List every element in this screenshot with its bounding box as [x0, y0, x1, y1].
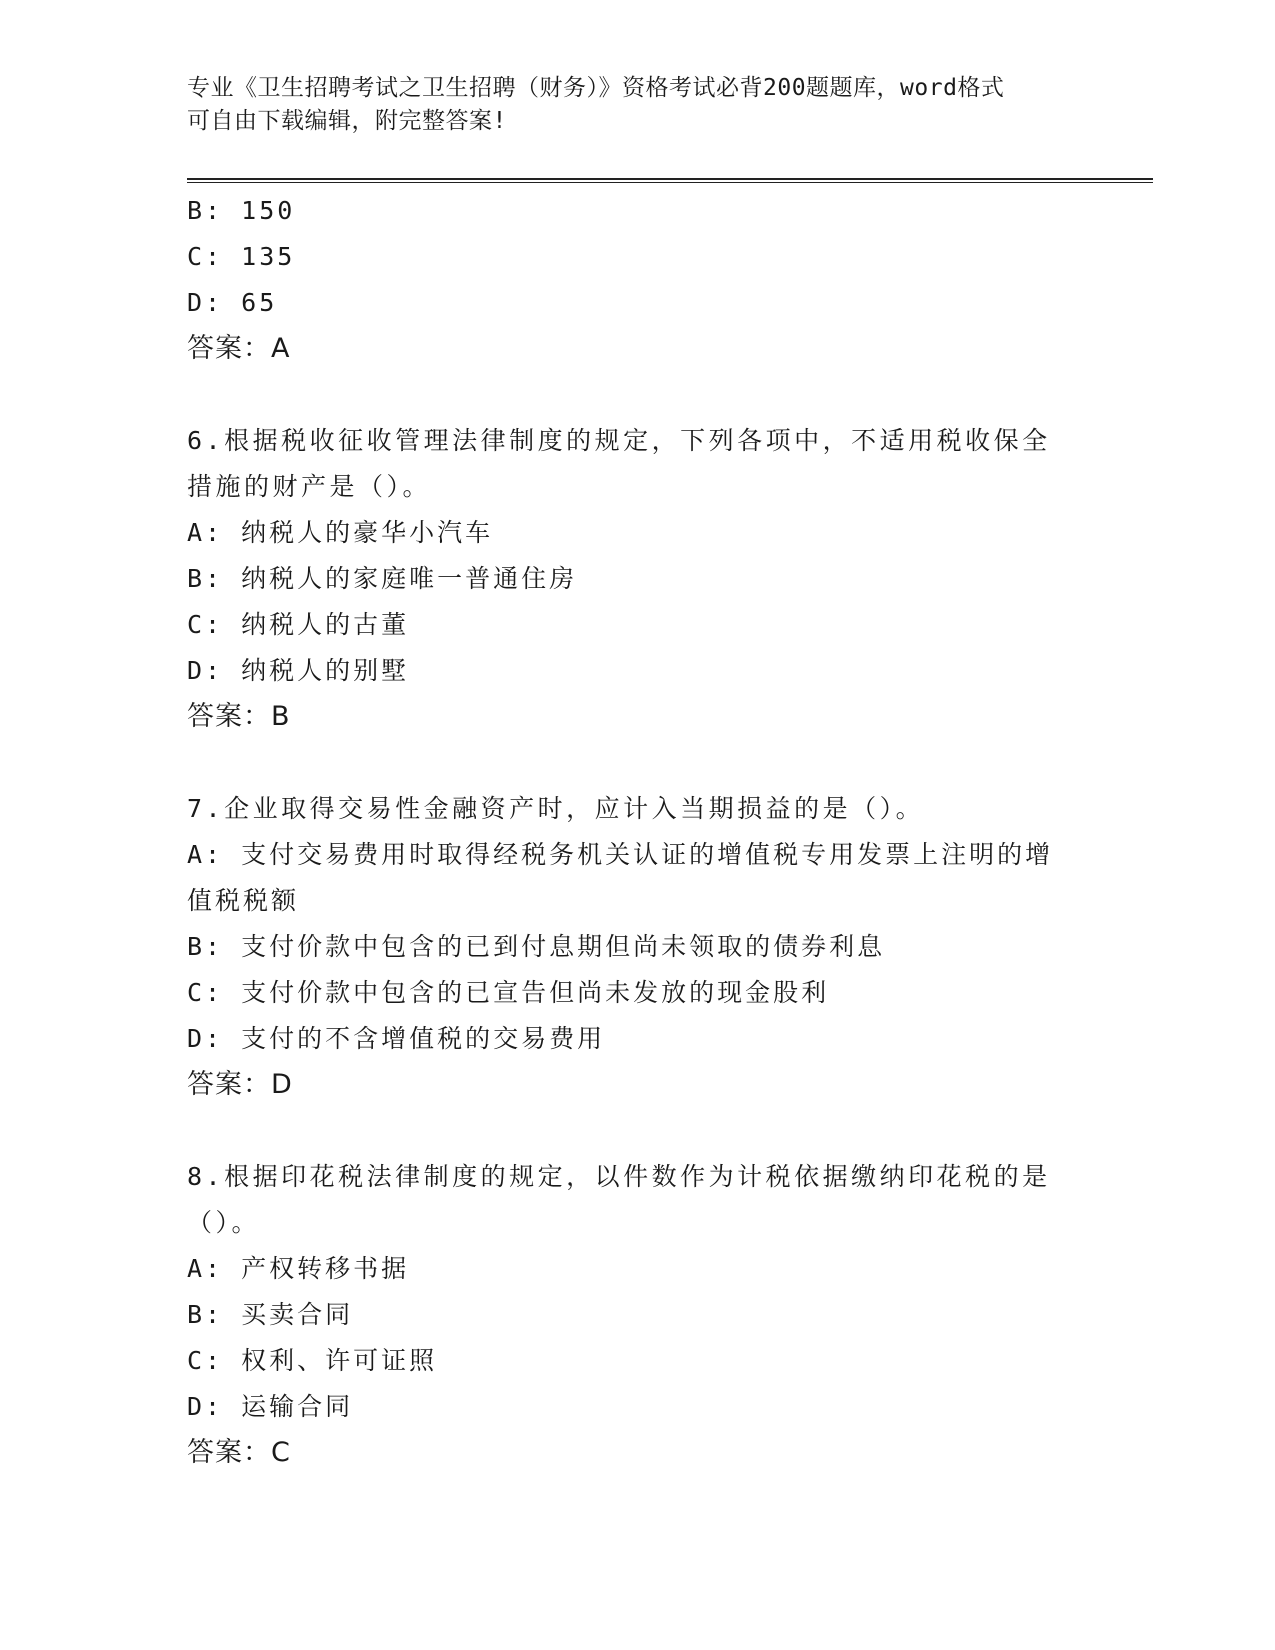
option-a-continued: 值税税额 — [187, 886, 300, 915]
answer-line: 答案：A — [187, 333, 291, 364]
option-d: D: 纳税人的别墅 — [187, 656, 410, 685]
question-block-6 — [187, 418, 1087, 740]
header-divider — [187, 178, 1153, 183]
answer-line: 答案：D — [187, 1069, 293, 1100]
option-c: C: 纳税人的古董 — [187, 610, 410, 639]
option-b: B: 支付价款中包含的已到付息期但尚未领取的债券利息 — [187, 932, 886, 961]
question-block-7 — [187, 786, 1087, 1108]
option-c: C: 135 — [187, 242, 296, 271]
question-list — [187, 188, 1087, 1476]
option-c: C: 支付价款中包含的已宣告但尚未发放的现金股利 — [187, 978, 830, 1007]
option-b: B: 150 — [187, 196, 296, 225]
question-text: 措施的财产是（）。 — [187, 472, 432, 501]
question-block-8 — [187, 1154, 1087, 1476]
option-c: C: 权利、许可证照 — [187, 1346, 438, 1375]
question-text: 8.根据印花税法律制度的规定，以件数作为计税依据缴纳印花税的是 — [187, 1162, 1051, 1191]
header-line-2: 可自由下载编辑，附完整答案! — [187, 108, 507, 134]
option-d: D: 支付的不含增值税的交易费用 — [187, 1024, 606, 1053]
document-header — [187, 72, 1067, 138]
option-d: D: 运输合同 — [187, 1392, 354, 1421]
question-text: 7.企业取得交易性金融资产时，应计入当期损益的是（）。 — [187, 794, 925, 823]
option-a: A: 支付交易费用时取得经税务机关认证的增值税专用发票上注明的增 — [187, 840, 1054, 869]
answer-line: 答案：B — [187, 701, 291, 732]
option-a: A: 纳税人的豪华小汽车 — [187, 518, 494, 547]
question-text: 6.根据税收征收管理法律制度的规定，下列各项中，不适用税收保全 — [187, 426, 1051, 455]
question-text: （）。 — [187, 1208, 261, 1237]
option-d: D: 65 — [187, 288, 278, 317]
question-block-5 — [187, 188, 1087, 372]
option-a: A: 产权转移书据 — [187, 1254, 410, 1283]
answer-line: 答案：C — [187, 1437, 291, 1468]
option-b: B: 买卖合同 — [187, 1300, 354, 1329]
option-b: B: 纳税人的家庭唯一普通住房 — [187, 564, 578, 593]
header-line-1: 专业《卫生招聘考试之卫生招聘（财务）》资格考试必背200题题库，word格式 — [187, 75, 1005, 101]
